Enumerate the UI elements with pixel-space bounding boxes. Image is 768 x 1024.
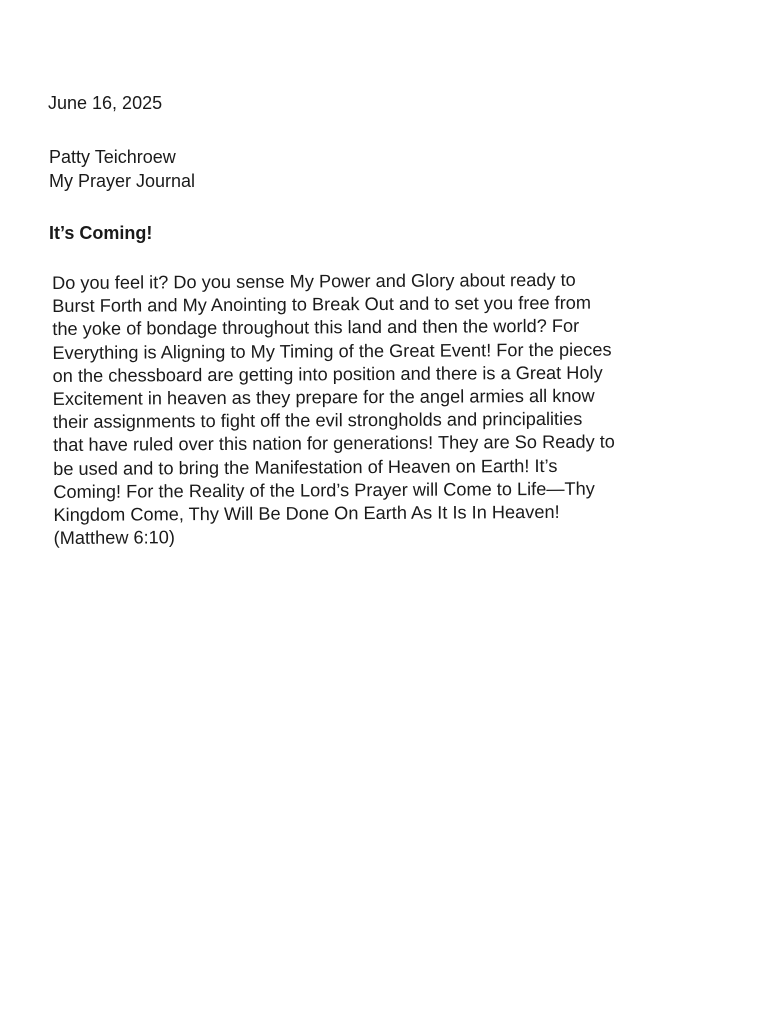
author-name: Patty Teichroew <box>49 147 176 167</box>
body-line: be used and to bring the Manifestation of Heaven on Earth! It’s <box>53 455 558 479</box>
body-line: (Matthew 6:10) <box>53 527 175 549</box>
entry-date: June 16, 2025 <box>48 93 163 113</box>
body-line: Coming! For the Reality of the Lord’s Prayer will Come to Life—Thy <box>53 478 595 502</box>
entry-body <box>52 268 734 551</box>
body-line: that have ruled over this nation for generations! They are So Ready to <box>52 431 615 456</box>
body-line: the yoke of bondage throughout this land and then the world? For <box>52 316 580 340</box>
author-block <box>49 145 195 193</box>
entry-title: It’s Coming! <box>49 223 153 243</box>
body-line: Kingdom Come, Thy Will Be Done On Earth As It Is In Heaven! <box>53 501 560 526</box>
body-line: Burst Forth and My Anointing to Break Out and to set you free from <box>52 292 592 317</box>
body-line: their assignments to fight off the evil strongholds and principalities <box>52 408 583 433</box>
body-line: on the chessboard are getting into position and there is a Great Holy <box>52 362 603 386</box>
journal-name: My Prayer Journal <box>49 171 196 191</box>
body-line: Do you feel it? Do you sense My Power and Glory about ready to <box>52 269 576 293</box>
body-line: Excitement in heaven as they prepare for the angel armies all know <box>52 385 595 410</box>
body-line: Everything is Aligning to My Timing of the Great Event! For the pieces <box>52 339 612 363</box>
